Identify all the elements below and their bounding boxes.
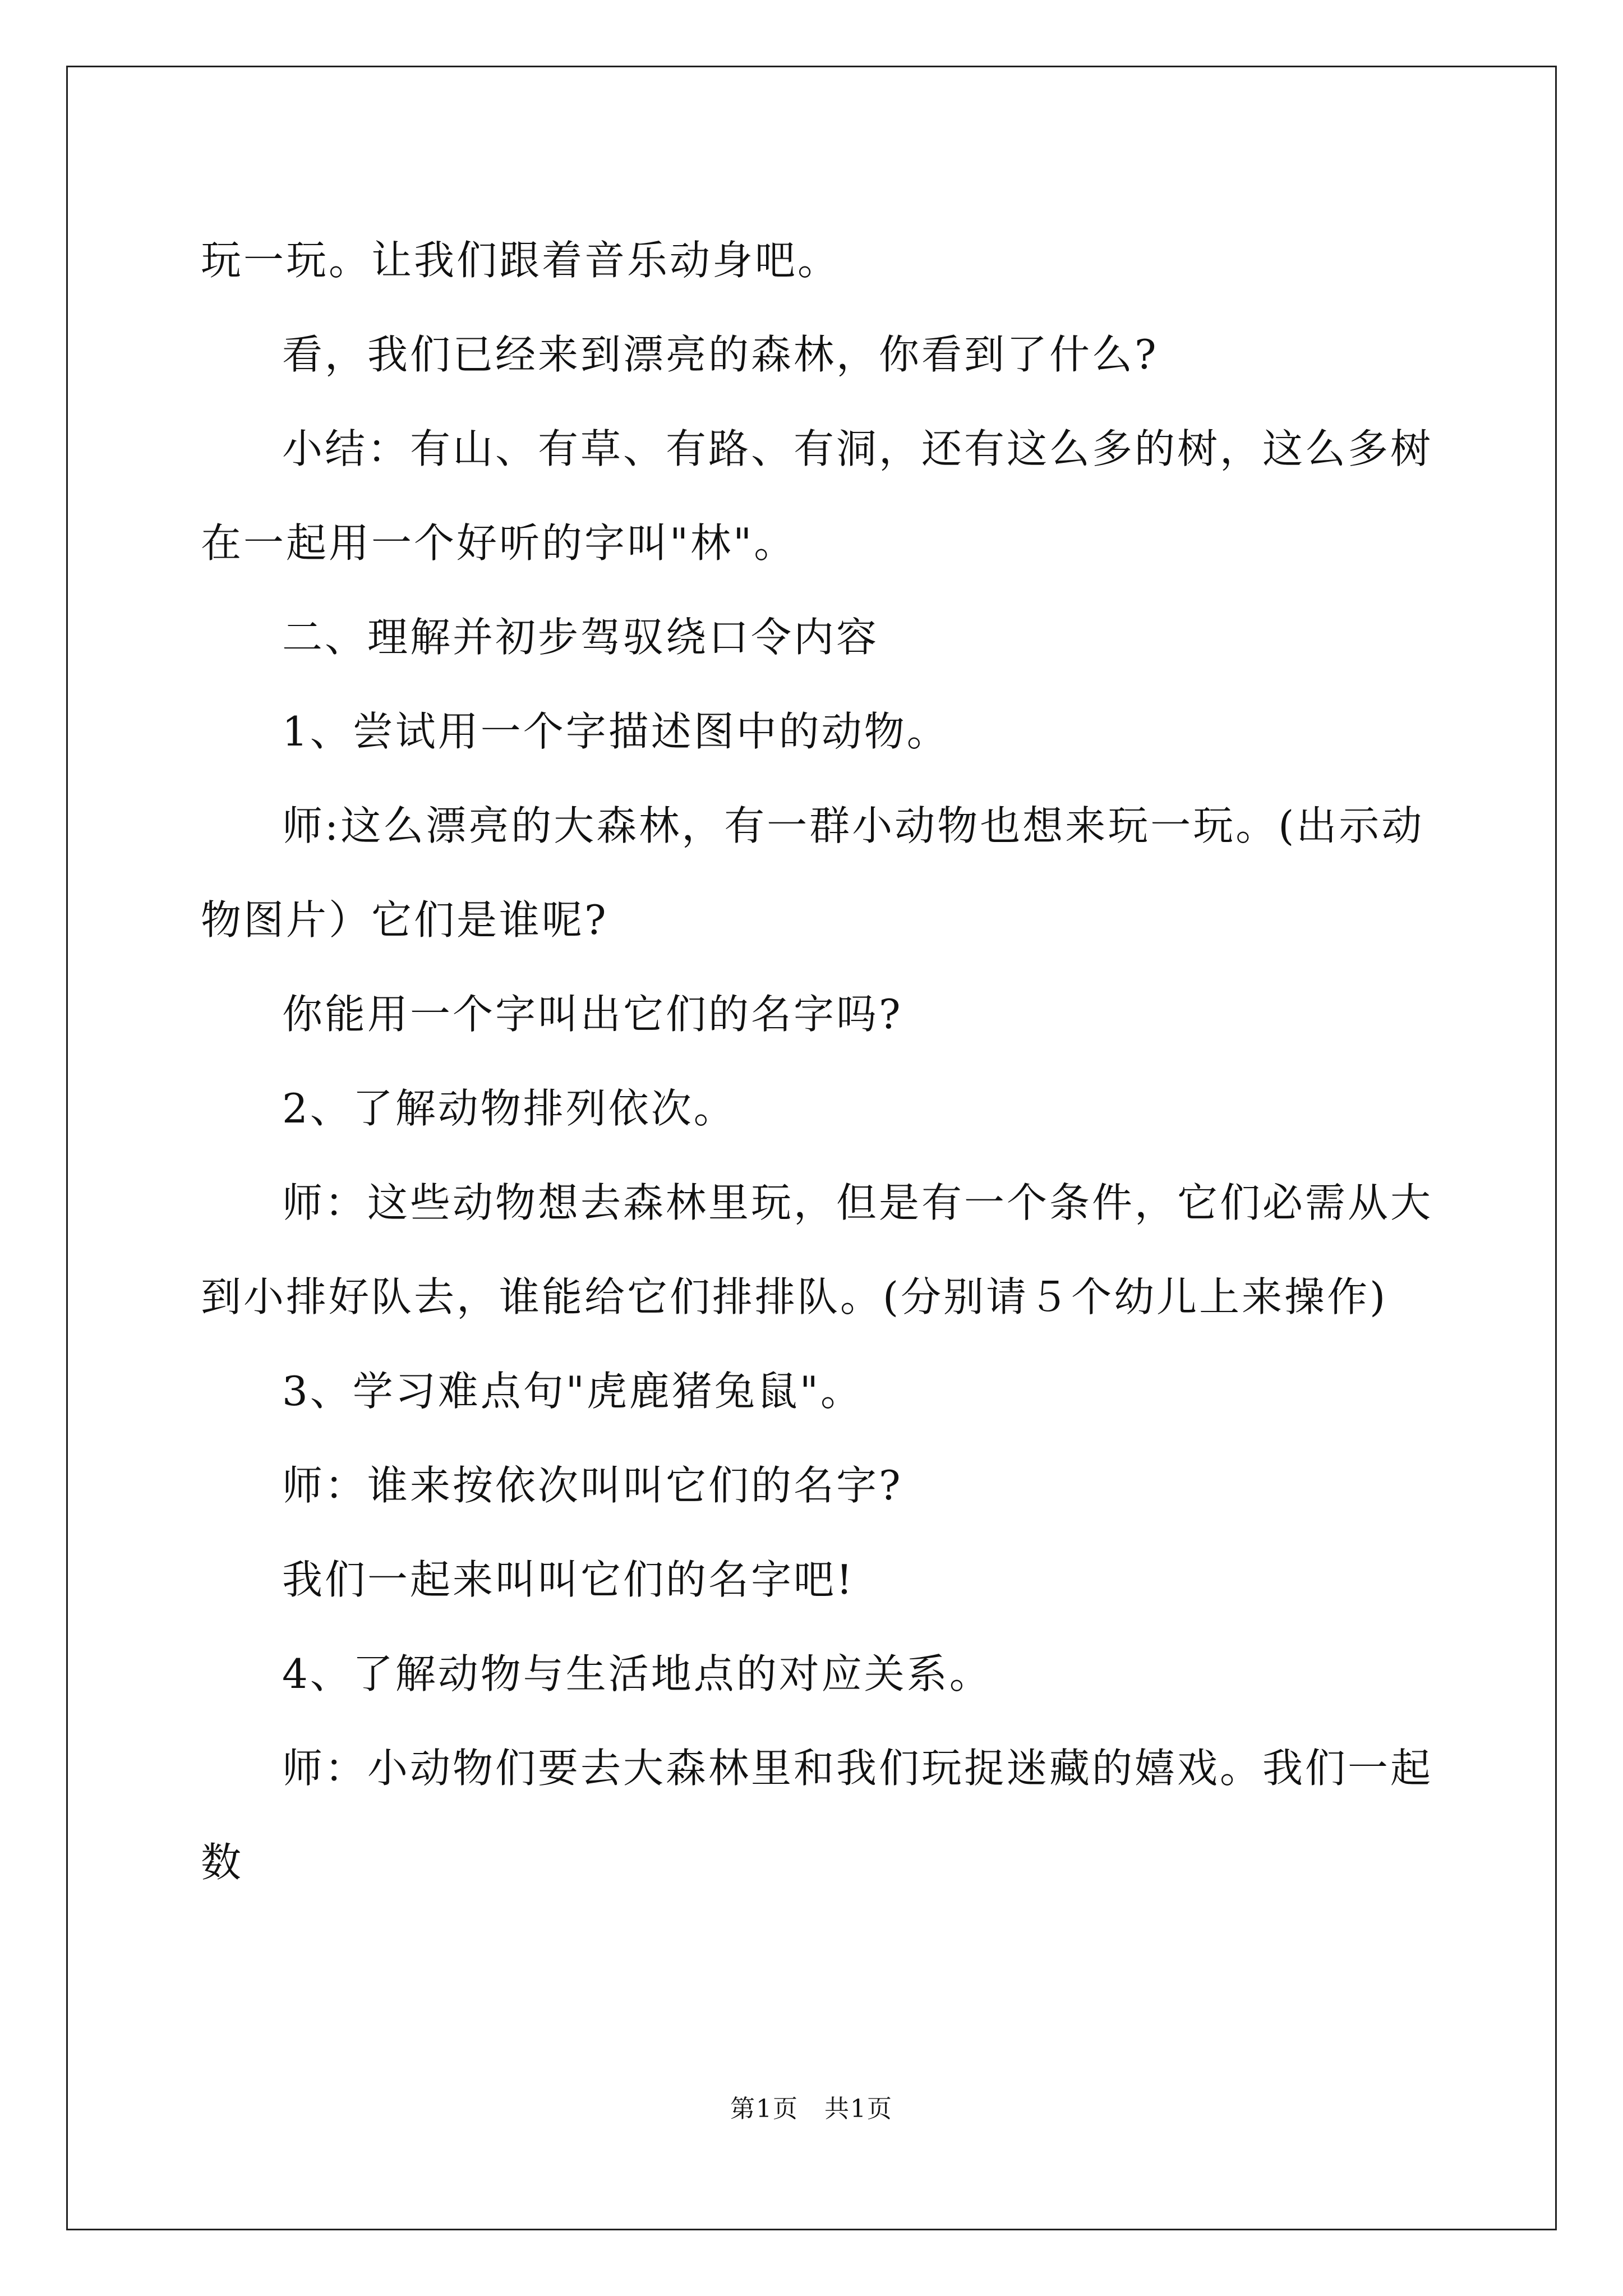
section-heading: 二、理解并初步驾驭绕口令内容: [282, 614, 879, 661]
paragraph: 1、尝试用一个字描述图中的动物。: [282, 708, 949, 755]
paragraph: 4、了解动物与生活地点的对应关系。: [282, 1650, 992, 1697]
document-body: [201, 213, 1435, 1910]
paragraph: 你能用一个字叫出它们的名字吗?: [282, 991, 903, 1038]
paragraph: 师：谁来按依次叫叫它们的名字?: [282, 1462, 903, 1509]
paragraph: 师：小动物们要去大森林里和我们玩捉迷藏的嬉戏。我们一起数: [201, 1745, 1433, 1886]
paragraph: 师：这些动物想去森林里玩，但是有一个条件，它们必需从大到小排好队去，谁能给它们排排队。(分别请５个幼儿上来操作): [201, 1179, 1433, 1320]
paragraph: 小结：有山、有草、有路、有洞，还有这么多的树，这么多树在一起用一个好听的字叫"林"。: [201, 425, 1433, 567]
paragraph: 3、学习难点句"虎鹿猪兔鼠"。: [282, 1368, 864, 1415]
paragraph: 看，我们已经来到漂亮的森林，你看到了什么?: [282, 331, 1159, 378]
page-number-footer: 第1页 共1页: [730, 2095, 893, 2123]
paragraph: 我们一起来叫叫它们的名字吧!: [282, 1556, 855, 1603]
paragraph: 2、了解动物排列依次。: [282, 1085, 736, 1132]
paragraph: 师:这么漂亮的大森林，有一群小动物也想来玩一玩。(出示动物图片）它们是谁呢?: [201, 802, 1424, 944]
paragraph: 玩一玩。让我们跟着音乐动身吧。: [201, 237, 841, 284]
